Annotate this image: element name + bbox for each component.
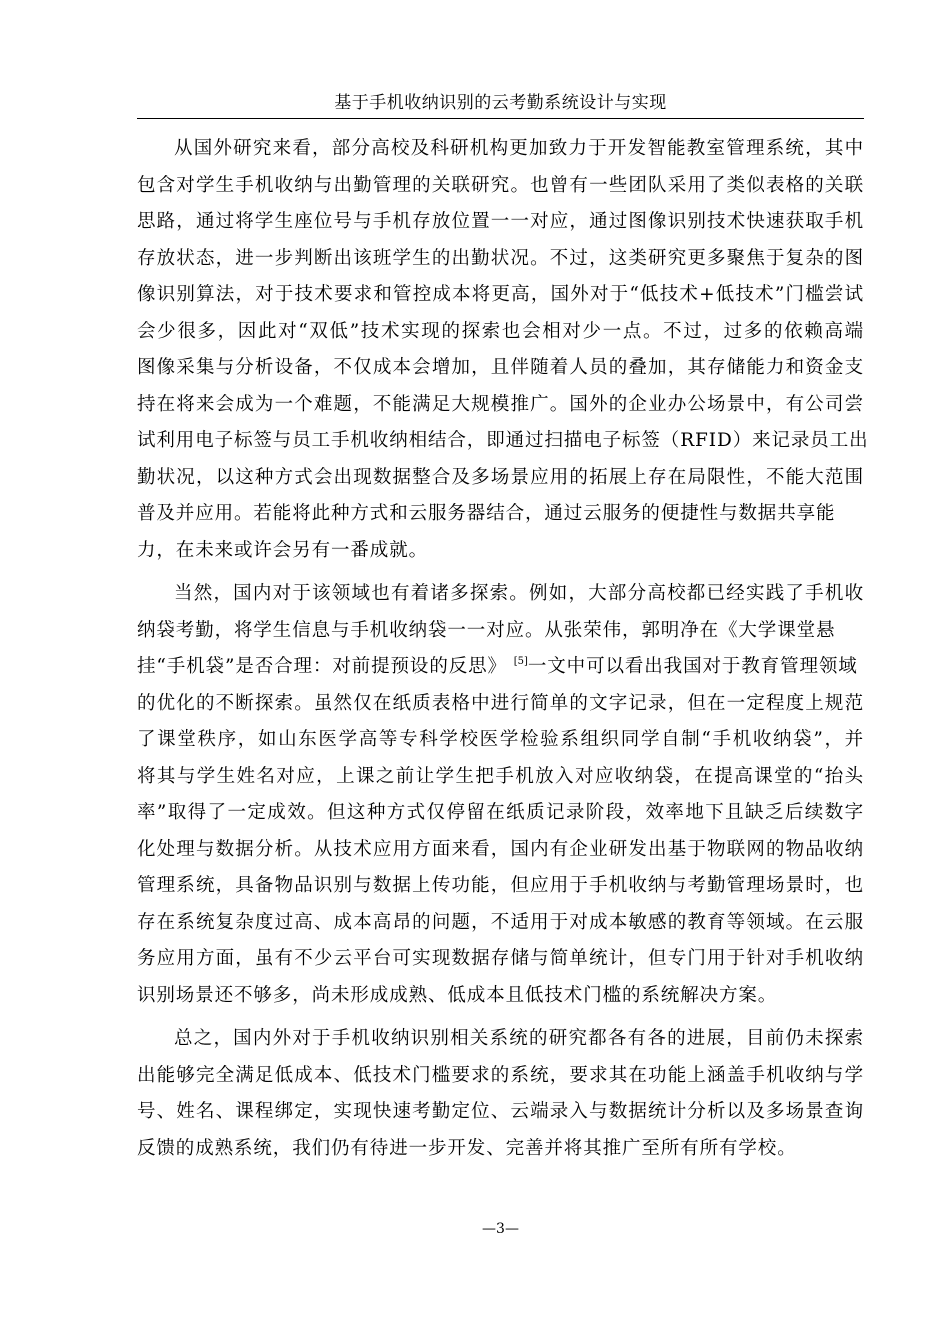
text-line: 率”取得了一定成效。但这种方式仅停留在纸质记录阶段，效率地下且缺乏后续数字 (137, 802, 864, 823)
text-line: 将其与学生姓名对应，上课之前让学生把手机放入对应收纳袋，在提高课堂的“抬头 (137, 765, 864, 787)
text-line: 纳袋考勤，将学生信息与手机收纳袋一一对应。从张荣伟，郭明净在《大学课堂悬 (137, 619, 836, 641)
paragraph-domestic-research (137, 576, 864, 1014)
text-line: 号、姓名、课程绑定，实现快速考勤定位、云端录入与数据统计分析以及多场景查询 (137, 1101, 864, 1122)
text-line: 了课堂秩序，如山东医学高等专科学校医学检验系组织同学自制“手机收纳袋”，并 (137, 729, 864, 750)
header-rule (137, 118, 864, 119)
text-segment: 一文中可以看出我国对于教育管理领域 (527, 656, 858, 677)
text-line: 化处理与数据分析。从技术应用方面来看，国内有企业研发出基于物联网的物品收纳 (137, 838, 864, 860)
text-line: 出能够完全满足低成本、低技术门槛要求的系统，要求其在功能上涵盖手机收纳与学 (137, 1064, 864, 1086)
text-line: 存在系统复杂度过高、成本高昂的问题，不适用于对成本敏感的教育等领域。在云服 (137, 911, 864, 933)
text-line: 会少很多，因此对“双低”技术实现的探索也会相对少一点。不过，过多的依赖高端 (137, 320, 864, 342)
text-line: 务应用方面，虽有不少云平台可实现数据存储与简单统计，但专门用于针对手机收纳 (137, 948, 864, 969)
page-number: —3— (482, 1221, 519, 1237)
text-line: 存放状态，进一步判断出该班学生的出勤状况。不过，这类研究更多聚焦于复杂的图 (137, 247, 864, 269)
text-line: 试利用电子标签与员工手机收纳相结合，即通过扫描电子标签（RFID）来记录员工出 (137, 430, 869, 451)
paragraph-summary (137, 1021, 864, 1167)
paragraph-foreign-research (137, 131, 869, 569)
text-line: 包含对学生手机收纳与出勤管理的关联研究。也曾有一些团队采用了类似表格的关联 (137, 174, 864, 196)
text-line: 图像采集与分析设备，不仅成本会增加，且伴随着人员的叠加，其存储能力和资金支 (137, 357, 864, 378)
text-line: 反馈的成熟系统，我们仍有待进一步开发、完善并将其推广至所有所有学校。 (137, 1137, 797, 1159)
text-line: 识别场景还不够多，尚未形成成熟、低成本且低技术门槛的系统解决方案。 (137, 984, 778, 1006)
text-line: 的优化的不断探索。虽然仅在纸质表格中进行简单的文字记录，但在一定程度上规范 (137, 692, 864, 714)
text-line: 力，在未来或许会另有一番成就。 (137, 539, 429, 561)
text-line: 总之，国内外对于手机收纳识别相关系统的研究都各有各的进展，目前仍未探索 (174, 1028, 864, 1049)
text-line-with-citation (137, 649, 864, 686)
text-line: 勤状况，以这种方式会出现数据整合及多场景应用的拓展上存在局限性，不能大范围 (137, 466, 864, 488)
body-text (137, 131, 869, 1167)
text-line: 思路，通过将学生座位号与手机存放位置一一对应，通过图像识别技术快速获取手机 (137, 211, 864, 232)
text-segment: 挂“手机袋”是否合理：对前提预设的反思》 (137, 656, 507, 677)
running-header: 基于手机收纳识别的云考勤系统设计与实现 (334, 93, 667, 113)
text-line: 管理系统，具备物品识别与数据上传功能，但应用于手机收纳与考勤管理场景时，也 (137, 875, 864, 896)
text-line: 从国外研究来看，部分高校及科研机构更加致力于开发智能教室管理系统，其中 (174, 138, 864, 159)
text-line: 普及并应用。若能将此种方式和云服务器结合，通过云服务的便捷性与数据共享能 (137, 503, 836, 524)
text-line: 像识别算法，对于技术要求和管控成本将更高，国外对于“低技术+低技术”门槛尝试 (137, 284, 864, 305)
text-line: 当然，国内对于该领域也有着诸多探索。例如，大部分高校都已经实践了手机收 (174, 583, 864, 604)
text-line: 持在将来会成为一个难题，不能满足大规模推广。国外的企业办公场景中，有公司尝 (137, 393, 864, 415)
citation-marker: [5] (513, 656, 528, 667)
